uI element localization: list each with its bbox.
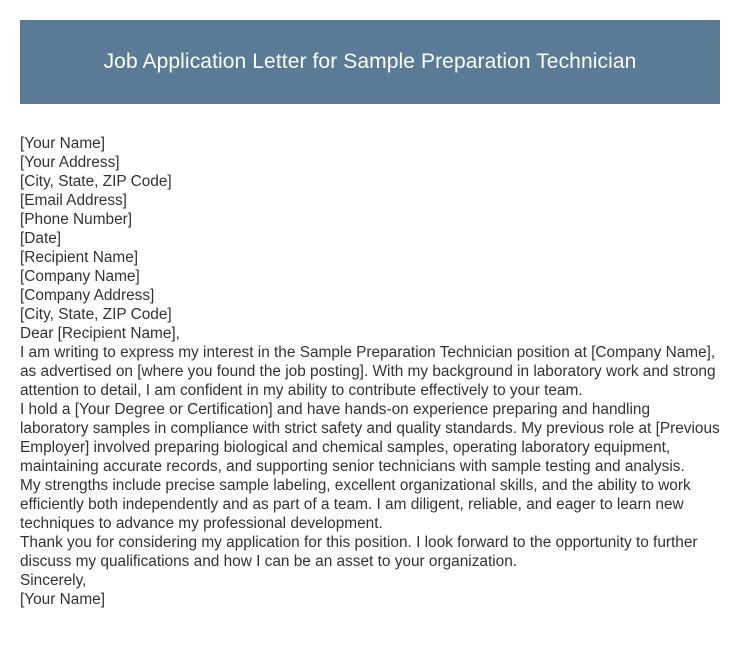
letter-body <box>20 134 720 609</box>
letter-page <box>20 20 720 609</box>
salutation: Dear [Recipient Name], <box>20 325 180 342</box>
sender-email: [Email Address] <box>20 192 127 209</box>
signature: [Your Name] <box>20 591 105 608</box>
page-title: Job Application Letter for Sample Preparation Technician <box>103 50 637 73</box>
sender-phone: [Phone Number] <box>20 211 133 228</box>
recipient-city-state-zip: [City, State, ZIP Code] <box>20 306 172 323</box>
title-banner <box>20 20 720 104</box>
sender-name: [Your Name] <box>20 135 105 152</box>
recipient-company: [Company Name] <box>20 268 140 285</box>
paragraph-strengths: My strengths include precise sample labeling, excellent organizational skills, and the ability to work efficiently both independently and as part of a team. I am diligent, reliable, and eager to learn new techniques to advance my professional development. <box>20 477 691 532</box>
recipient-company-address: [Company Address] <box>20 287 155 304</box>
paragraph-intro: I am writing to express my interest in the Sample Preparation Technician position at [Company Name], as advertised on [where you found the job posting]. With my background in laboratory work and strong attention to detail, I am confident in my ability to contribute effectively to your team. <box>20 344 716 399</box>
letter-date: [Date] <box>20 230 62 247</box>
closing: Sincerely, <box>20 572 87 589</box>
paragraph-experience: I hold a [Your Degree or Certification] and have hands-on experience preparing and handling laboratory samples in compliance with strict safety and quality standards. My previous role at [Previous Employer] involved preparing biological and chemical samples, operating laboratory equipment, maintaining accurate records, and supporting senior technicians with sample testing and analysis. <box>20 401 720 475</box>
paragraph-closing: Thank you for considering my application for this position. I look forward to the opportunity to further discuss my qualifications and how I can be an asset to your organization. <box>20 534 698 570</box>
sender-address: [Your Address] <box>20 154 120 171</box>
sender-city-state-zip: [City, State, ZIP Code] <box>20 173 172 190</box>
recipient-name: [Recipient Name] <box>20 249 139 266</box>
